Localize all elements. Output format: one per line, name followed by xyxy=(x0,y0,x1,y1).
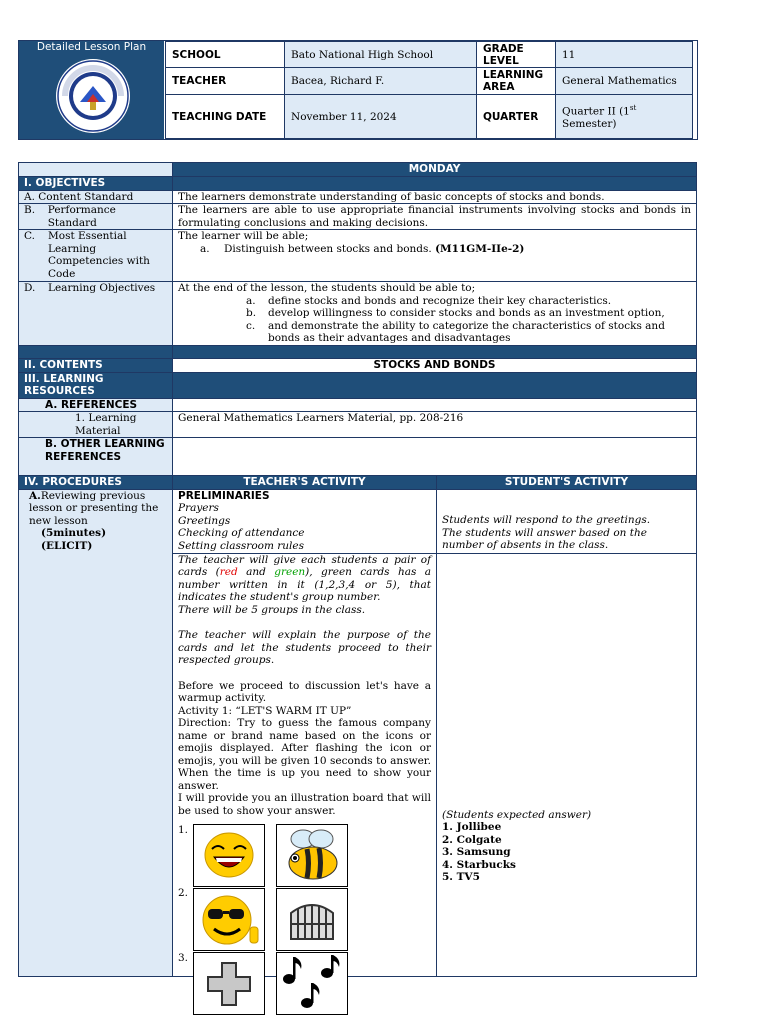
objectives-heading: I. OBJECTIVES xyxy=(19,176,173,190)
lesson-plan-table xyxy=(18,162,696,977)
procedures-heading: IV. PROCEDURES xyxy=(19,476,173,490)
gate-icon xyxy=(276,888,348,951)
document-title: Detailed Lesson Plan xyxy=(36,41,147,53)
answer-item: 5. TV5 xyxy=(442,871,480,883)
references-label: A. REFERENCES xyxy=(19,398,173,412)
teacher-value: Bacea, Richard F. xyxy=(285,68,477,95)
other-references-label: B. OTHER LEARNING REFERENCES xyxy=(19,438,173,476)
teacher-activity-heading: TEACHER'S ACTIVITY xyxy=(173,476,437,490)
answer-item: 4. Starbucks xyxy=(442,858,516,871)
objective-item: define stocks and bonds and recognize their key characteristics. xyxy=(268,294,612,307)
grade-level-value: 11 xyxy=(556,42,693,68)
puzzle-number: 1. xyxy=(178,824,189,836)
music-notes-icon xyxy=(276,952,348,1015)
answer-item: 1. Jollibee xyxy=(442,821,502,833)
activity-cell: The teacher will give each students a pair of cards (red and green), green cards has a number written in it (1,2,3,4 or 5), that indicates the student's group number. There will be 5 groups in the class. The teacher will explain the purpose of the cards and let the students proceed to their respected groups. Before we proceed to discussion let's have a warmup activity. Activity 1: “LET'S WARM IT UP” Direction: Try to guess the famous company name or brand name based on the icons or emojis displayed. After flashing the icon or emojis, you will be given 10 seconds to answer. When the time is up you need to show your answer. I will provide you an illustration board that will be used to show your answer. xyxy=(173,553,437,976)
answer-item: 2. Colgate xyxy=(442,833,502,846)
teaching-date-value: November 11, 2024 xyxy=(285,95,477,139)
contents-value: STOCKS AND BONDS xyxy=(173,359,697,373)
performance-standard-label: B. Performance Standard xyxy=(19,204,173,230)
puzzle-number: 2. xyxy=(178,887,189,899)
quarter-value: Quarter II (1st Semester) xyxy=(556,95,693,139)
performance-standard-text: The learners are able to use appropriate financial instruments involving stocks and bonds in formulating conclusions and making decisions. xyxy=(173,204,697,230)
day-header: MONDAY xyxy=(173,163,697,177)
contents-heading: II. CONTENTS xyxy=(19,359,173,373)
objective-item: develop willingness to consider stocks and bonds as an investment option, xyxy=(268,307,665,319)
bee-icon xyxy=(276,824,348,887)
learning-area-value: General Mathematics xyxy=(556,68,693,95)
elicit-label: A.Reviewing previous lesson or presenting the new lesson (5minutes) (ELICIT) xyxy=(19,489,173,976)
preliminaries-student-cell: Students will respond to the greetings. The students will answer based on the number of absents in the class. xyxy=(437,489,697,553)
laughing-emoji-icon xyxy=(193,824,265,887)
sunglasses-emoji-icon xyxy=(193,888,265,951)
learning-area-key: LEARNING AREA xyxy=(477,68,556,95)
header-logo-panel xyxy=(19,41,164,139)
teacher-key: TEACHER xyxy=(166,68,285,95)
melc-text: The learner will be able; a. Distinguish between stocks and bonds. (M11GM-IIe-2) xyxy=(173,230,697,282)
content-standard-text: The learners demonstrate understanding of basic concepts of stocks and bonds. xyxy=(173,190,697,204)
puzzle-number: 3. xyxy=(178,952,189,964)
expected-answers-title: (Students expected answer) xyxy=(442,808,592,821)
school-key: SCHOOL xyxy=(166,42,285,68)
learning-material-label: 1. Learning Material xyxy=(19,412,173,438)
preliminaries-cell: PRELIMINARIES Prayers Greetings Checking of attendance Setting classroom rules xyxy=(173,489,437,553)
header-block xyxy=(18,40,698,140)
objective-item: and demonstrate the ability to categorize the characteristics of stocks and bonds as their advantages and disadvantages xyxy=(268,319,665,344)
teaching-date-key: TEACHING DATE xyxy=(166,95,285,139)
grade-level-key: GRADE LEVEL xyxy=(477,42,556,68)
quarter-key: QUARTER xyxy=(477,95,556,139)
expected-answers-cell xyxy=(437,553,697,976)
plus-icon xyxy=(193,952,265,1015)
answer-item: 3. Samsung xyxy=(442,846,511,858)
student-activity-heading: STUDENT'S ACTIVITY xyxy=(437,476,697,490)
learning-objectives-label: D. Learning Objectives xyxy=(19,282,173,346)
learning-material-value: General Mathematics Learners Material, pp. 208-216 xyxy=(173,412,697,438)
content-standard-label: A. Content Standard xyxy=(19,190,173,204)
learning-resources-heading: III. LEARNING RESOURCES xyxy=(19,372,173,398)
deped-seal-icon xyxy=(55,58,131,134)
school-value: Bato National High School xyxy=(285,42,477,68)
learning-objectives-text: At the end of the lesson, the students should be able to; a. define stocks and bonds and recognize their key characteristics. b. develop willingness to consider stocks and bonds as an investment option, c. and demonstrate the ability to categorize the characteristics of stocks and bonds as their advantages and disadvantages xyxy=(173,282,697,346)
melc-label: C. Most Essential Learning Competencies with Code xyxy=(19,230,173,282)
